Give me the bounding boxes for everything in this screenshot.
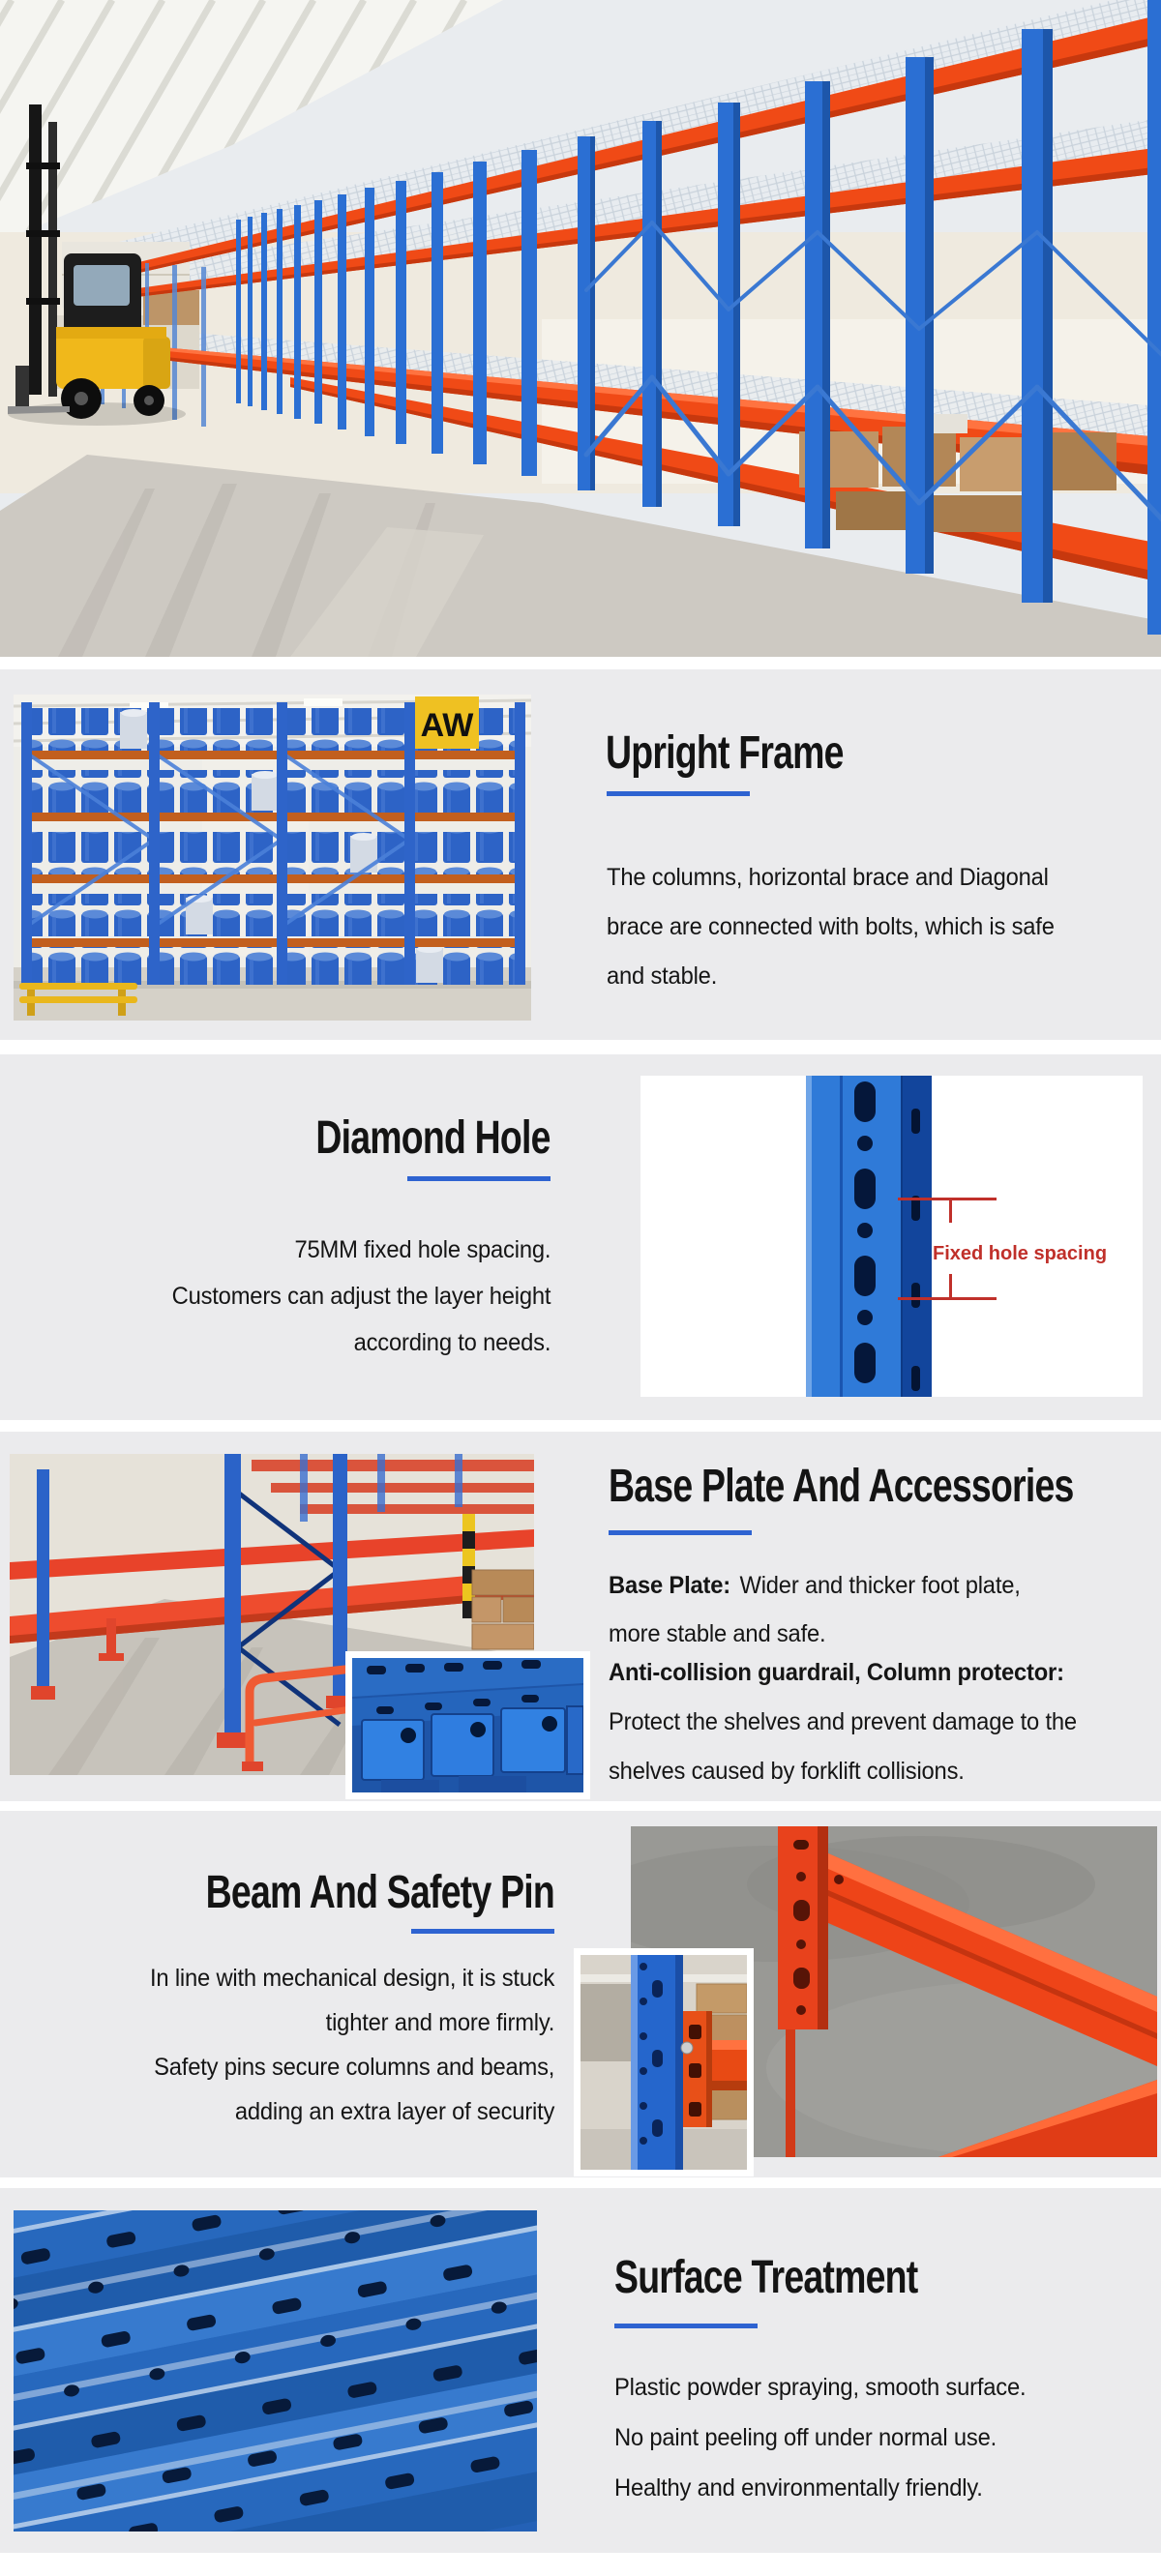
title-underline bbox=[411, 1929, 554, 1934]
body-line: according to needs. bbox=[353, 1329, 551, 1356]
body-line: Protect the shelves and prevent damage to the bbox=[609, 1708, 1077, 1735]
title-underline bbox=[607, 791, 750, 796]
body-line: shelves caused by forklift collisions. bbox=[609, 1758, 965, 1785]
diamond-hole-card bbox=[640, 1076, 1143, 1397]
section-title: Upright Frame bbox=[606, 727, 844, 779]
base-plate-paragraph bbox=[609, 1561, 1021, 1658]
body-line: more stable and safe. bbox=[609, 1620, 826, 1647]
section-beam-safety-pin bbox=[0, 1811, 1161, 2177]
body-line: Safety pins secure columns and beams, bbox=[153, 2054, 554, 2081]
blue-column bbox=[631, 1955, 683, 2170]
body-line: Customers can adjust the layer height bbox=[171, 1283, 551, 1310]
upright-frame-photo bbox=[14, 695, 531, 1021]
hero-racking-scene bbox=[0, 0, 1161, 657]
section-title: Diamond Hole bbox=[315, 1112, 551, 1164]
title-underline bbox=[407, 1176, 551, 1181]
section-body bbox=[150, 1956, 554, 2134]
section-body bbox=[614, 2362, 1026, 2513]
safety-pin-photo bbox=[574, 1948, 754, 2176]
hero-warehouse-photo bbox=[0, 0, 1161, 657]
body-line: In line with mechanical design, it is stuck bbox=[149, 1965, 554, 1992]
body-line: Base Plate: Wider and thicker foot plate, bbox=[609, 1572, 1021, 1599]
section-title: Base Plate And Accessories bbox=[609, 1461, 1074, 1512]
body-line: Healthy and environmentally friendly. bbox=[614, 2474, 983, 2502]
title-underline bbox=[614, 2324, 758, 2328]
sign-text: AW bbox=[420, 707, 474, 744]
body-line: 75MM fixed hole spacing. bbox=[294, 1236, 551, 1263]
body-line: No paint peeling off under normal use. bbox=[614, 2424, 997, 2451]
section-diamond-hole bbox=[0, 1054, 1161, 1420]
body-line: Anti-collision guardrail, Column protector: bbox=[609, 1659, 1064, 1686]
body-line: tighter and more firmly. bbox=[325, 2009, 554, 2036]
body-line: Plastic powder spraying, smooth surface. bbox=[614, 2374, 1027, 2401]
yellow-aisle-sign bbox=[415, 696, 479, 749]
annotation-label: Fixed hole spacing bbox=[933, 1243, 1108, 1264]
base-plate-closeup-photo bbox=[345, 1651, 590, 1799]
section-title: Surface Treatment bbox=[614, 2252, 918, 2303]
body-line: The columns, horizontal brace and Diagonal bbox=[607, 864, 1049, 891]
section-body bbox=[607, 853, 1055, 1001]
section-body bbox=[171, 1227, 551, 1366]
body-line: brace are connected with bolts, which is safe bbox=[607, 913, 1055, 940]
section-upright-frame bbox=[0, 669, 1161, 1040]
section-title: Beam And Safety Pin bbox=[205, 1867, 554, 1918]
section-base-plate bbox=[0, 1432, 1161, 1801]
guardrail-paragraph bbox=[609, 1648, 1077, 1796]
body-line: adding an extra layer of security bbox=[234, 2098, 554, 2125]
body-line: and stable. bbox=[607, 962, 718, 990]
title-underline bbox=[609, 1530, 752, 1535]
surface-treatment-photo bbox=[14, 2210, 537, 2532]
section-surface-treatment bbox=[0, 2188, 1161, 2553]
upright-column bbox=[806, 1076, 932, 1397]
